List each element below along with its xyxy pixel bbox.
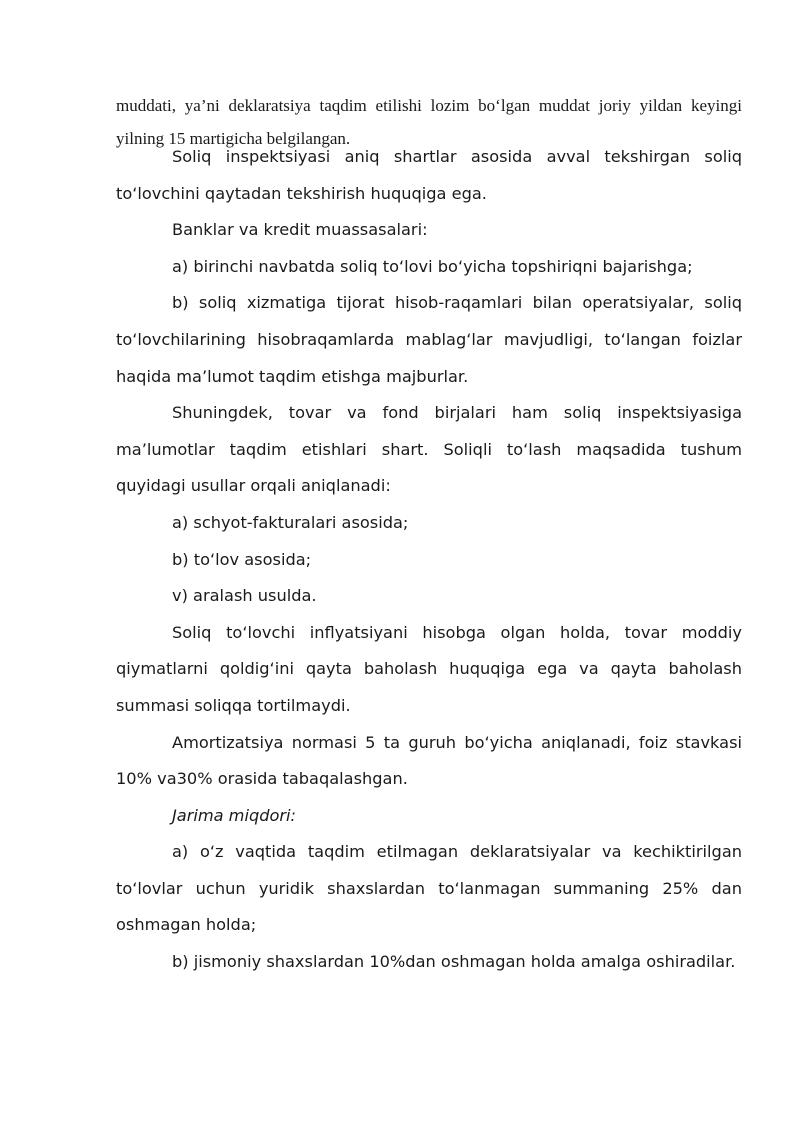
paragraph-revaluation: Soliq to‘lovchi inflyatsiyani hisobga olgan holda, tovar moddiy qiymatlarni qoldig‘ini qayta baholash huquqiga ega va qayta baholash summasi soliqqa tortilmaydi. bbox=[116, 622, 742, 715]
paragraph-method-b: b) to‘lov asosida; bbox=[172, 549, 312, 569]
paragraph-reinspection: Soliq inspektsiyasi aniq shartlar asosida avval tekshirgan soliq to‘lovchini qaytadan tekshirish huquqiga ega. bbox=[116, 147, 742, 203]
paragraph-amortization: Amortizatsiya normasi 5 ta guruh bo‘yicha aniqlanadi, foiz stavkasi 10% va30% orasida tabaqalashgan. bbox=[116, 732, 742, 789]
document-body bbox=[116, 139, 742, 981]
paragraph-method-v: v) aralash usulda. bbox=[172, 586, 317, 606]
paragraph-banks-item-b: b) soliq xizmatiga tijorat hisob-raqamlari bilan operatsiyalar, soliq to‘lovchilarining hisobraqamlarda mablag‘lar mavjudligi, to‘langan foizlar haqida ma’lumot taqdim etishga majburlar. bbox=[116, 293, 742, 386]
paragraph-penalty-item-a: a) o‘z vaqtida taqdim etilmagan deklaratsiyalar va kechiktirilgan to‘lovlar uchun yuridik shaxslardan to‘lanmagan summaning 25% dan oshmagan holda; bbox=[116, 842, 742, 935]
paragraph-method-a: a) schyot-fakturalari asosida; bbox=[172, 512, 409, 532]
opening-paragraph: muddati, ya’ni deklaratsiya taqdim etilishi lozim bo‘lgan muddat joriy yildan keyingi yilning 15 martigicha belgilangan. bbox=[116, 96, 742, 148]
paragraph-penalty-item-b: b) jismoniy shaxslardan 10%dan oshmagan holda amalga oshiradilar. bbox=[172, 952, 736, 972]
paragraph-banks-heading: Banklar va kredit muassasalari: bbox=[172, 220, 428, 240]
paragraph-banks-item-a: a) birinchi navbatda soliq to‘lovi bo‘yicha topshiriqni bajarishga; bbox=[172, 256, 693, 276]
paragraph-penalty-heading: Jarima miqdori: bbox=[172, 805, 297, 825]
paragraph-exchanges: Shuningdek, tovar va fond birjalari ham soliq inspektsiyasiga ma’lumotlar taqdim etishlari shart. Soliqli to‘lash maqsadida tushum quyidagi usullar orqali aniqlanadi: bbox=[116, 403, 742, 496]
